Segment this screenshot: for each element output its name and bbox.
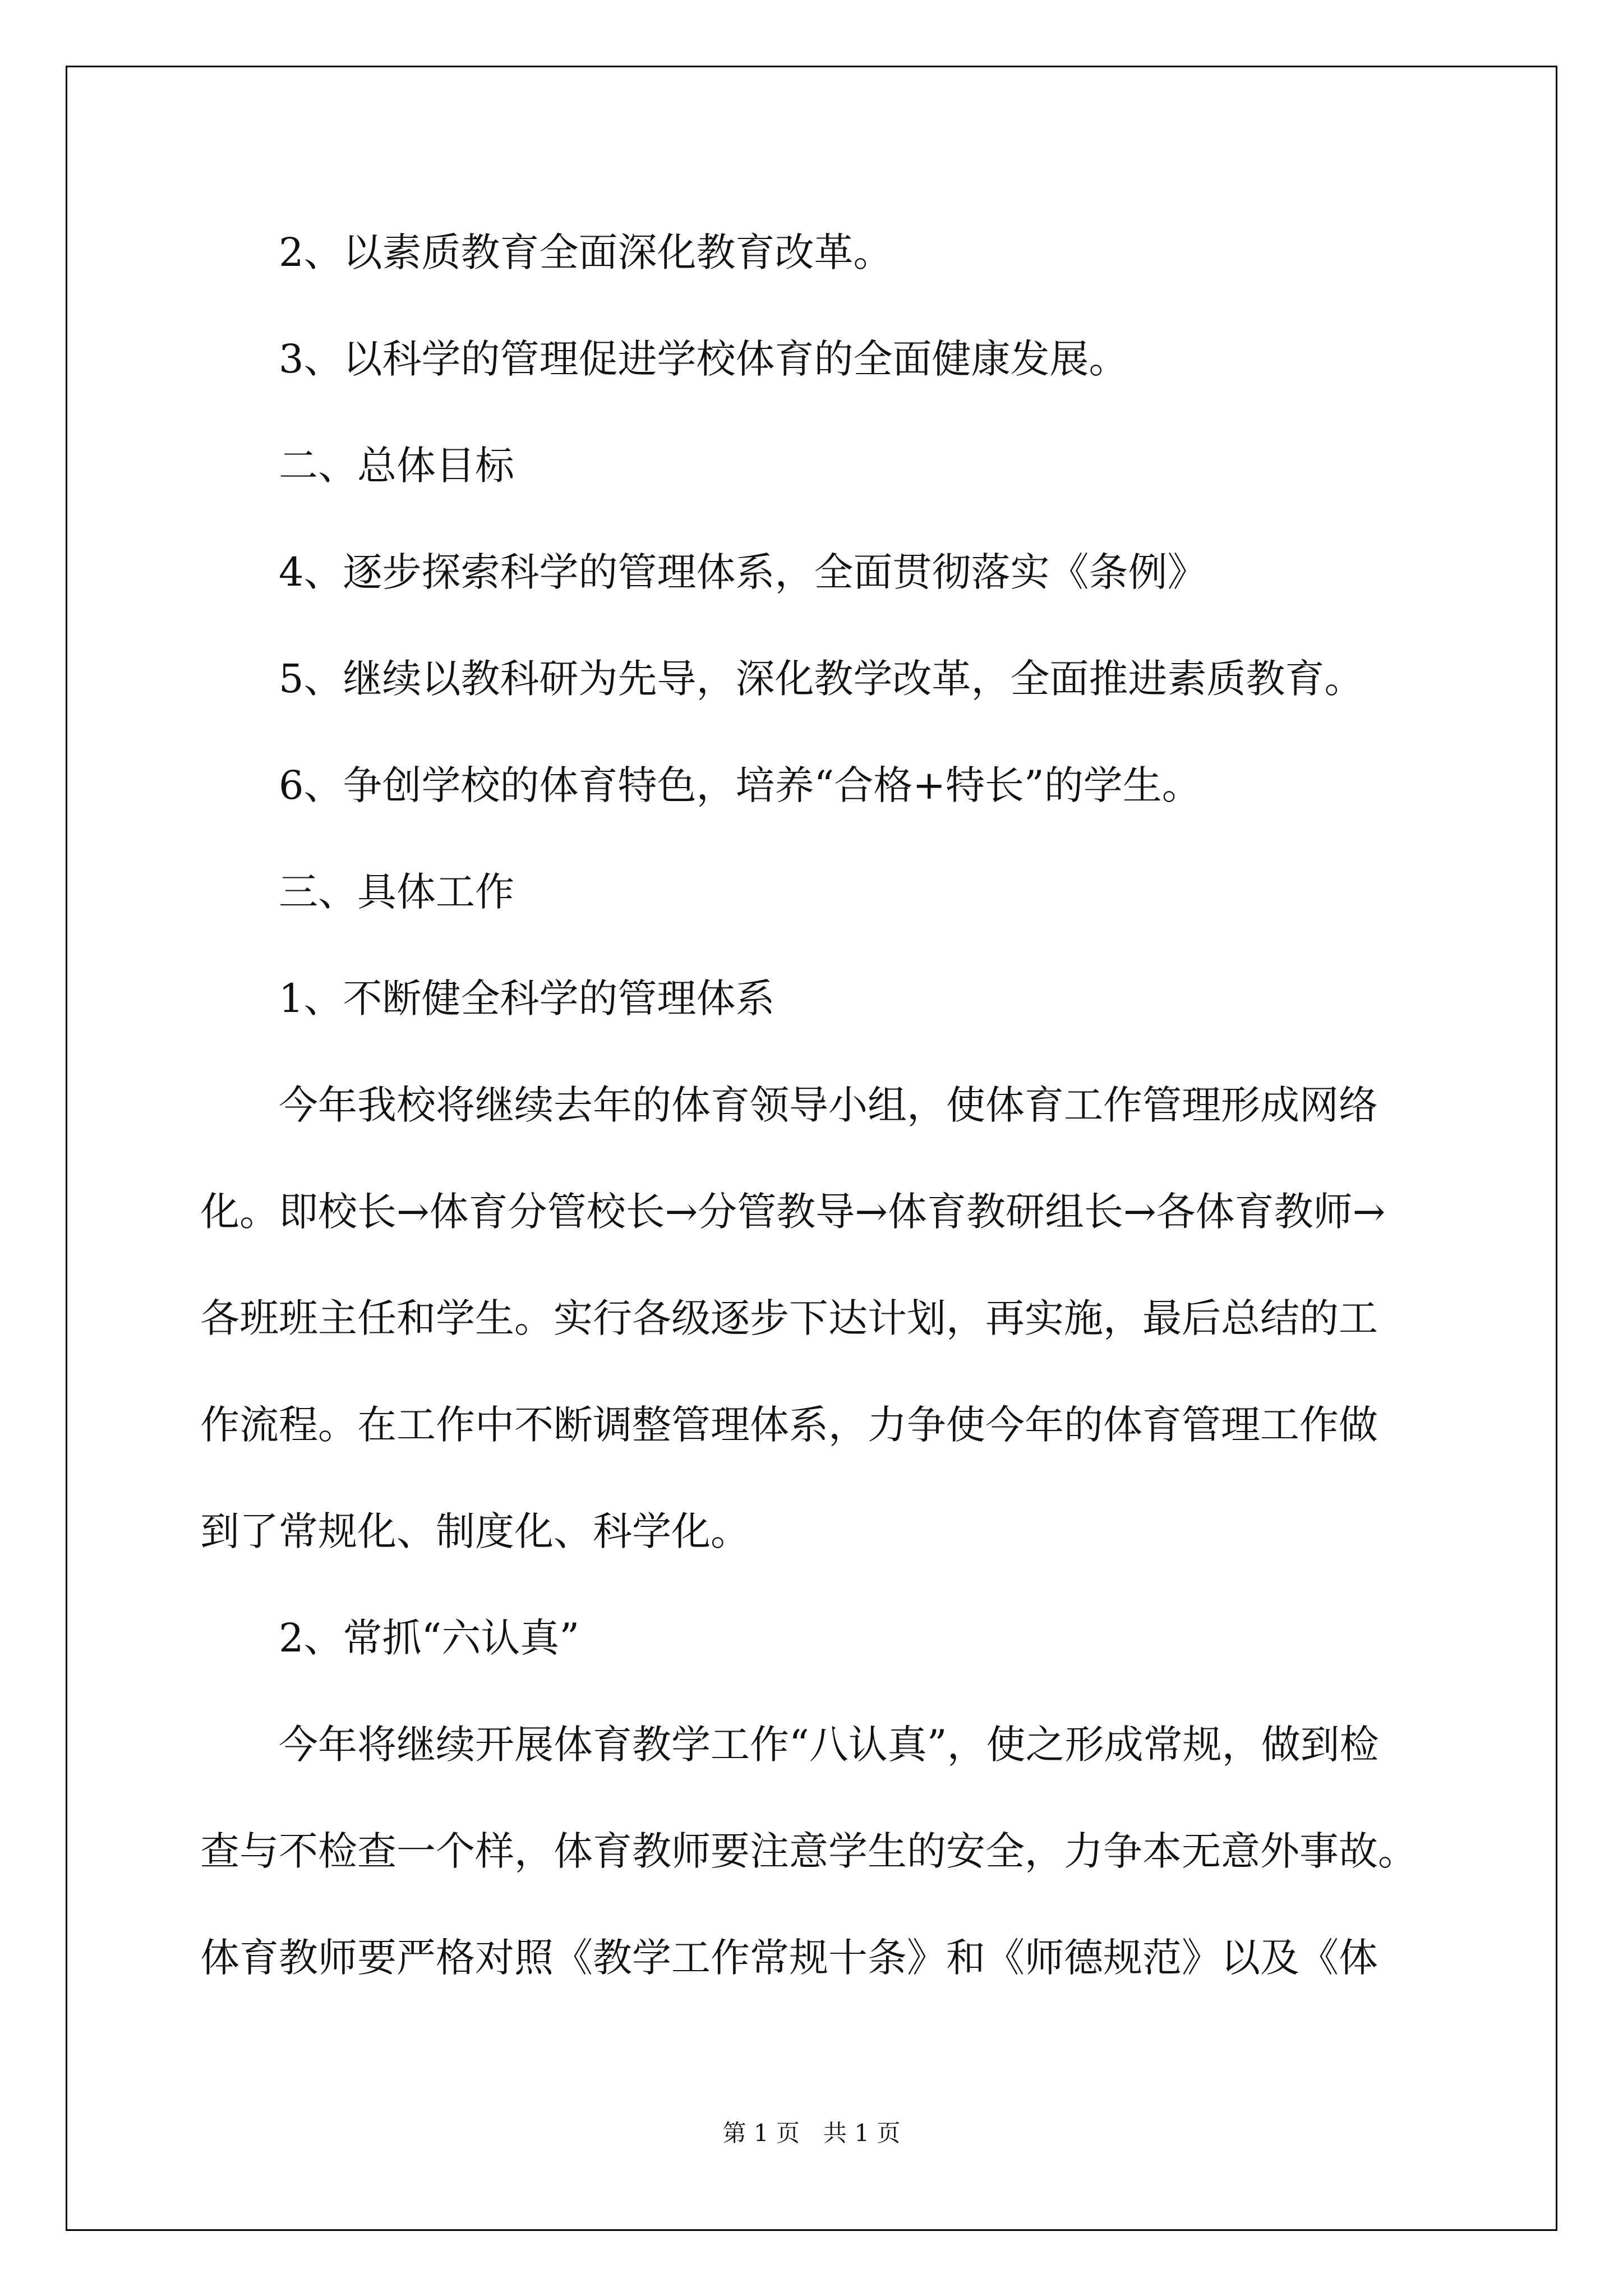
paragraph-line: 各班班主任和学生。实行各级逐步下达计划，再实施，最后总结的工 <box>200 1295 1378 1341</box>
subsection-heading: 2、常抓“六认真” <box>279 1615 580 1661</box>
paragraph-line: 今年将继续开展体育教学工作“八认真”，使之形成常规，做到检 <box>279 1722 1379 1768</box>
page-border <box>66 66 1557 2231</box>
paragraph-line: 今年我校将继续去年的体育领导小组，使体育工作管理形成网络 <box>279 1082 1378 1128</box>
page-footer: 第 1 页 共 1 页 <box>722 2119 901 2147</box>
paragraph-line: 体育教师要严格对照《教学工作常规十条》和《师德规范》以及《体 <box>200 1935 1378 1981</box>
section-heading: 三、具体工作 <box>279 869 514 915</box>
paragraph-line: 5、继续以教科研为先导，深化教学改革，全面推进素质教育。 <box>279 656 1364 702</box>
subsection-heading: 1、不断健全科学的管理体系 <box>279 976 775 1022</box>
paragraph-line: 到了常规化、制度化、科学化。 <box>200 1508 750 1554</box>
paragraph-line: 查与不检查一个样，体育教师要注意学生的安全，力争本无意外事故。 <box>200 1828 1417 1874</box>
paragraph-line: 作流程。在工作中不断调整管理体系，力争使今年的体育管理工作做 <box>200 1402 1378 1448</box>
paragraph-line: 4、逐步探索科学的管理体系，全面贯彻落实《条例》 <box>279 549 1207 595</box>
paragraph-line: 化。即校长→体育分管校长→分管教导→体育教研组长→各体育教师→ <box>200 1189 1386 1235</box>
section-heading: 二、总体目标 <box>279 443 514 489</box>
paragraph-line: 3、以科学的管理促进学校体育的全面健康发展。 <box>279 336 1128 382</box>
paragraph-line: 6、争创学校的体育特色，培养“合格+特长”的学生。 <box>279 762 1201 808</box>
paragraph-line: 2、以素质教育全面深化教育改革。 <box>279 229 893 275</box>
